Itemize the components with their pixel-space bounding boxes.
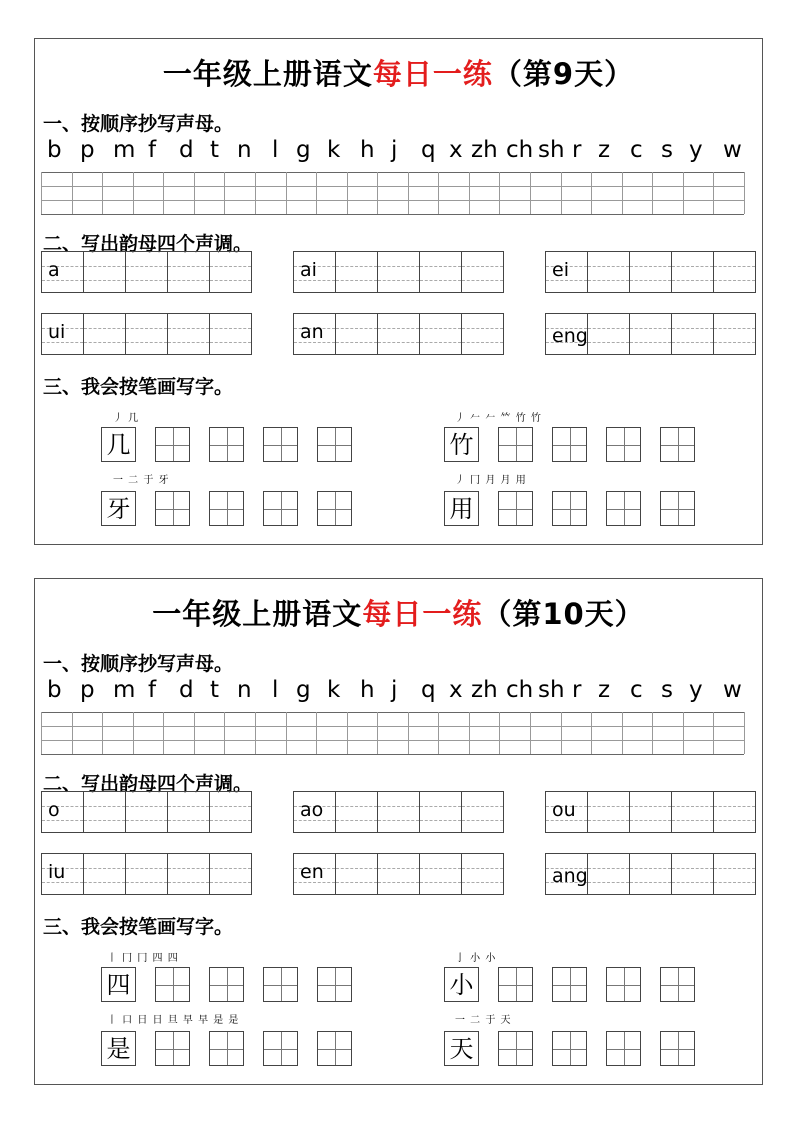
section-3-heading: 三、我会按笔画写字。 (43, 376, 234, 398)
tone-write-cell[interactable] (713, 251, 756, 293)
tone-write-cell[interactable] (125, 251, 168, 293)
initial-letter: sh (538, 677, 565, 703)
section-2-heading: 二、写出韵母四个声调。 (43, 233, 253, 255)
initial-letter: d (179, 137, 194, 163)
initial-letter: n (237, 677, 252, 703)
practice-box[interactable] (606, 491, 641, 526)
practice-box[interactable] (209, 491, 244, 526)
stroke-order: 丿 冂 月 月 用 (455, 475, 527, 486)
grid-line (286, 712, 287, 754)
practice-box[interactable] (155, 427, 190, 462)
initial-letter: r (572, 677, 582, 703)
tone-write-cell[interactable] (461, 313, 504, 355)
model-char: 牙 (106, 495, 131, 523)
title-highlight: 每日一练 (362, 597, 483, 631)
grid-line (286, 172, 287, 214)
tone-write-cell[interactable] (377, 313, 420, 355)
model-char: 小 (449, 971, 474, 999)
tone-write-cell[interactable] (167, 791, 210, 833)
tone-write-cell[interactable] (125, 791, 168, 833)
tone-write-cell[interactable] (167, 853, 210, 895)
stroke-order: 丨 口 日 日 旦 早 早 是 是 (107, 1015, 240, 1026)
grid-line (591, 172, 592, 214)
initial-letter: s (661, 677, 673, 703)
grid-line (622, 712, 623, 754)
grid-line (163, 172, 164, 214)
initial-letter: ch (506, 677, 534, 703)
initial-letter: sh (538, 137, 565, 163)
tone-write-cell[interactable] (83, 313, 126, 355)
grid-line (224, 712, 225, 754)
stroke-order: 丿 𠂉 𠂉 𥫗 竹 竹 (455, 413, 542, 424)
tone-write-cell[interactable] (461, 853, 504, 895)
practice-box[interactable] (660, 427, 695, 462)
practice-box[interactable] (552, 1031, 587, 1066)
grid-line (41, 172, 42, 214)
final-label: ou (552, 799, 576, 821)
model-char-box (101, 967, 136, 1002)
model-char-box (101, 491, 136, 526)
practice-box[interactable] (498, 427, 533, 462)
final-label: ei (552, 259, 569, 281)
grid-line (163, 712, 164, 754)
title-main: 一年级上册语文 (162, 57, 373, 91)
worksheet-day-10 (34, 578, 763, 1085)
initial-letter: b (47, 137, 62, 163)
model-char: 天 (449, 1035, 474, 1063)
grid-line (561, 172, 562, 214)
final-label: ang (552, 865, 588, 887)
title-day: （第9天） (492, 57, 635, 91)
tone-write-cell[interactable] (377, 853, 420, 895)
grid-line (41, 712, 744, 713)
model-char-box (444, 491, 479, 526)
grid-line (255, 712, 256, 754)
grid-line (41, 740, 744, 741)
worksheet-title (35, 592, 762, 633)
initial-letter: n (237, 137, 252, 163)
model-char-box (444, 1031, 479, 1066)
initial-letter: l (272, 137, 279, 163)
section-1-heading: 一、按顺序抄写声母。 (43, 653, 234, 675)
initial-letter: r (572, 137, 582, 163)
stroke-order: 丨 冂 冂 四 四 (107, 953, 179, 964)
section-1-heading: 一、按顺序抄写声母。 (43, 113, 234, 135)
initial-letter: p (80, 137, 95, 163)
initial-letter: y (689, 677, 703, 703)
grid-line (347, 172, 348, 214)
grid-line (744, 172, 745, 214)
final-label: ao (300, 799, 324, 821)
section-3-heading: 三、我会按笔画写字。 (43, 916, 234, 938)
practice-box[interactable] (660, 491, 695, 526)
model-char: 用 (449, 495, 474, 523)
grid-line (683, 172, 684, 214)
initial-letter: f (148, 677, 157, 703)
model-char: 是 (106, 1035, 131, 1063)
initial-letter: k (327, 137, 341, 163)
grid-line (652, 172, 653, 214)
practice-box[interactable] (209, 427, 244, 462)
grid-line (377, 712, 378, 754)
grid-line (316, 172, 317, 214)
initials-row (47, 137, 759, 171)
grid-line (499, 172, 500, 214)
tone-box[interactable] (545, 251, 756, 295)
tone-box[interactable] (293, 791, 504, 835)
tone-write-cell[interactable] (671, 791, 714, 833)
title-day: （第10天） (482, 597, 645, 631)
grid-line (255, 172, 256, 214)
tone-write-cell[interactable] (125, 853, 168, 895)
tone-write-cell[interactable] (587, 313, 630, 355)
practice-box[interactable] (209, 967, 244, 1002)
practice-box[interactable] (209, 1031, 244, 1066)
practice-box[interactable] (155, 1031, 190, 1066)
model-char-box (101, 1031, 136, 1066)
initial-letter: q (421, 137, 436, 163)
tone-write-cell[interactable] (83, 791, 126, 833)
grid-line (133, 172, 134, 214)
initial-letter: s (661, 137, 673, 163)
tone-box[interactable] (293, 251, 504, 295)
tone-write-cell[interactable] (167, 313, 210, 355)
final-label: iu (48, 861, 66, 883)
grid-line (102, 172, 103, 214)
grid-line (133, 712, 134, 754)
initial-letter: m (113, 137, 136, 163)
grid-line (561, 712, 562, 754)
initial-letter: j (391, 137, 398, 163)
initial-letter: h (360, 137, 375, 163)
initial-letter: b (47, 677, 62, 703)
final-label: en (300, 861, 324, 883)
grid-line (408, 712, 409, 754)
practice-box[interactable] (263, 967, 298, 1002)
tone-box[interactable] (545, 791, 756, 835)
grid-line (102, 712, 103, 754)
grid-line (347, 712, 348, 754)
stroke-order: 丿 几 (113, 413, 140, 424)
tone-write-cell[interactable] (335, 313, 378, 355)
grid-line (41, 172, 744, 173)
grid-line (499, 712, 500, 754)
tone-write-cell[interactable] (629, 251, 672, 293)
final-label: ui (48, 321, 66, 343)
tone-write-cell[interactable] (125, 313, 168, 355)
section-2-heading: 二、写出韵母四个声调。 (43, 773, 253, 795)
tone-write-cell[interactable] (461, 251, 504, 293)
model-char: 几 (106, 431, 131, 459)
initial-letter: x (449, 137, 463, 163)
tone-write-cell[interactable] (377, 791, 420, 833)
tone-write-cell[interactable] (587, 791, 630, 833)
practice-box[interactable] (498, 491, 533, 526)
grid-line (41, 712, 42, 754)
tone-write-cell[interactable] (461, 791, 504, 833)
initial-letter: x (449, 677, 463, 703)
practice-box[interactable] (498, 967, 533, 1002)
model-char-box (444, 427, 479, 462)
tone-write-cell[interactable] (83, 251, 126, 293)
final-label: o (48, 799, 60, 821)
tone-write-cell[interactable] (167, 251, 210, 293)
worksheet-day-9 (34, 38, 763, 545)
tone-box[interactable] (41, 313, 252, 357)
initial-letter: y (689, 137, 703, 163)
grid-line (530, 172, 531, 214)
model-char: 竹 (449, 431, 474, 459)
model-char-box (101, 427, 136, 462)
grid-line (652, 712, 653, 754)
grid-line (194, 712, 195, 754)
tone-write-cell[interactable] (671, 853, 714, 895)
practice-box[interactable] (263, 427, 298, 462)
tone-write-cell[interactable] (713, 791, 756, 833)
stroke-order: 一 二 于 牙 (113, 475, 170, 486)
tone-write-cell[interactable] (209, 313, 252, 355)
grid-line (41, 214, 744, 215)
grid-line (469, 172, 470, 214)
grid-line (683, 712, 684, 754)
grid-line (194, 172, 195, 214)
initial-letter: zh (471, 137, 498, 163)
grid-line (41, 754, 744, 755)
tone-write-cell[interactable] (335, 251, 378, 293)
final-label: a (48, 259, 60, 281)
tone-box[interactable] (41, 251, 252, 295)
practice-box[interactable] (155, 967, 190, 1002)
initial-letter: z (598, 137, 611, 163)
copy-grid[interactable] (41, 712, 744, 754)
tone-write-cell[interactable] (629, 313, 672, 355)
title-main: 一年级上册语文 (152, 597, 363, 631)
initial-letter: z (598, 677, 611, 703)
tone-write-cell[interactable] (671, 251, 714, 293)
practice-box[interactable] (263, 491, 298, 526)
initial-letter: l (272, 677, 279, 703)
tone-write-cell[interactable] (587, 251, 630, 293)
tone-box[interactable] (293, 313, 504, 357)
tone-write-cell[interactable] (419, 251, 462, 293)
tone-write-cell[interactable] (713, 313, 756, 355)
tone-write-cell[interactable] (83, 853, 126, 895)
tone-write-cell[interactable] (629, 791, 672, 833)
initial-letter: t (210, 677, 220, 703)
initial-letter: p (80, 677, 95, 703)
tone-write-cell[interactable] (335, 853, 378, 895)
initial-letter: h (360, 677, 375, 703)
grid-line (530, 712, 531, 754)
tone-write-cell[interactable] (419, 791, 462, 833)
tone-write-cell[interactable] (419, 853, 462, 895)
tone-box[interactable] (545, 853, 756, 897)
model-char-box (444, 967, 479, 1002)
tone-write-cell[interactable] (713, 853, 756, 895)
model-char: 四 (106, 971, 131, 999)
practice-box[interactable] (317, 1031, 352, 1066)
practice-box[interactable] (552, 967, 587, 1002)
initial-letter: q (421, 677, 436, 703)
initial-letter: m (113, 677, 136, 703)
tone-write-cell[interactable] (587, 853, 630, 895)
tone-box[interactable] (545, 313, 756, 357)
grid-line (713, 712, 714, 754)
grid-line (438, 712, 439, 754)
initial-letter: j (391, 677, 398, 703)
grid-line (72, 712, 73, 754)
tone-write-cell[interactable] (671, 313, 714, 355)
stroke-order: 亅 小 小 (455, 953, 497, 964)
initial-letter: w (723, 137, 742, 163)
grid-line (224, 172, 225, 214)
practice-box[interactable] (606, 967, 641, 1002)
initial-letter: ch (506, 137, 534, 163)
tone-write-cell[interactable] (335, 791, 378, 833)
grid-line (41, 186, 744, 187)
initial-letter: t (210, 137, 220, 163)
initial-letter: g (296, 137, 311, 163)
initials-row (47, 677, 759, 711)
initial-letter: g (296, 677, 311, 703)
tone-box[interactable] (41, 791, 252, 835)
grid-line (408, 172, 409, 214)
initial-letter: c (630, 677, 643, 703)
practice-box[interactable] (155, 491, 190, 526)
grid-line (316, 712, 317, 754)
tone-write-cell[interactable] (209, 251, 252, 293)
copy-grid[interactable] (41, 172, 744, 214)
grid-line (41, 200, 744, 201)
practice-box[interactable] (317, 427, 352, 462)
grid-line (744, 712, 745, 754)
tone-write-cell[interactable] (377, 251, 420, 293)
grid-line (41, 726, 744, 727)
grid-line (469, 712, 470, 754)
grid-line (713, 172, 714, 214)
grid-line (591, 712, 592, 754)
practice-box[interactable] (606, 427, 641, 462)
final-label: ai (300, 259, 317, 281)
tone-write-cell[interactable] (419, 313, 462, 355)
tone-box[interactable] (293, 853, 504, 897)
grid-line (377, 172, 378, 214)
practice-box[interactable] (660, 1031, 695, 1066)
practice-box[interactable] (317, 967, 352, 1002)
tone-write-cell[interactable] (209, 853, 252, 895)
initial-letter: k (327, 677, 341, 703)
final-label: eng (552, 325, 588, 347)
title-highlight: 每日一练 (372, 57, 493, 91)
initial-letter: zh (471, 677, 498, 703)
practice-box[interactable] (263, 1031, 298, 1066)
initial-letter: w (723, 677, 742, 703)
tone-write-cell[interactable] (209, 791, 252, 833)
initial-letter: c (630, 137, 643, 163)
grid-line (72, 172, 73, 214)
grid-line (438, 172, 439, 214)
grid-line (622, 172, 623, 214)
practice-box[interactable] (498, 1031, 533, 1066)
practice-box[interactable] (552, 427, 587, 462)
practice-box[interactable] (606, 1031, 641, 1066)
practice-box[interactable] (660, 967, 695, 1002)
tone-write-cell[interactable] (629, 853, 672, 895)
initial-letter: d (179, 677, 194, 703)
practice-box[interactable] (317, 491, 352, 526)
worksheet-title (35, 52, 762, 93)
stroke-order: 一 二 于 天 (455, 1015, 512, 1026)
final-label: an (300, 321, 324, 343)
initial-letter: f (148, 137, 157, 163)
practice-box[interactable] (552, 491, 587, 526)
tone-box[interactable] (41, 853, 252, 897)
